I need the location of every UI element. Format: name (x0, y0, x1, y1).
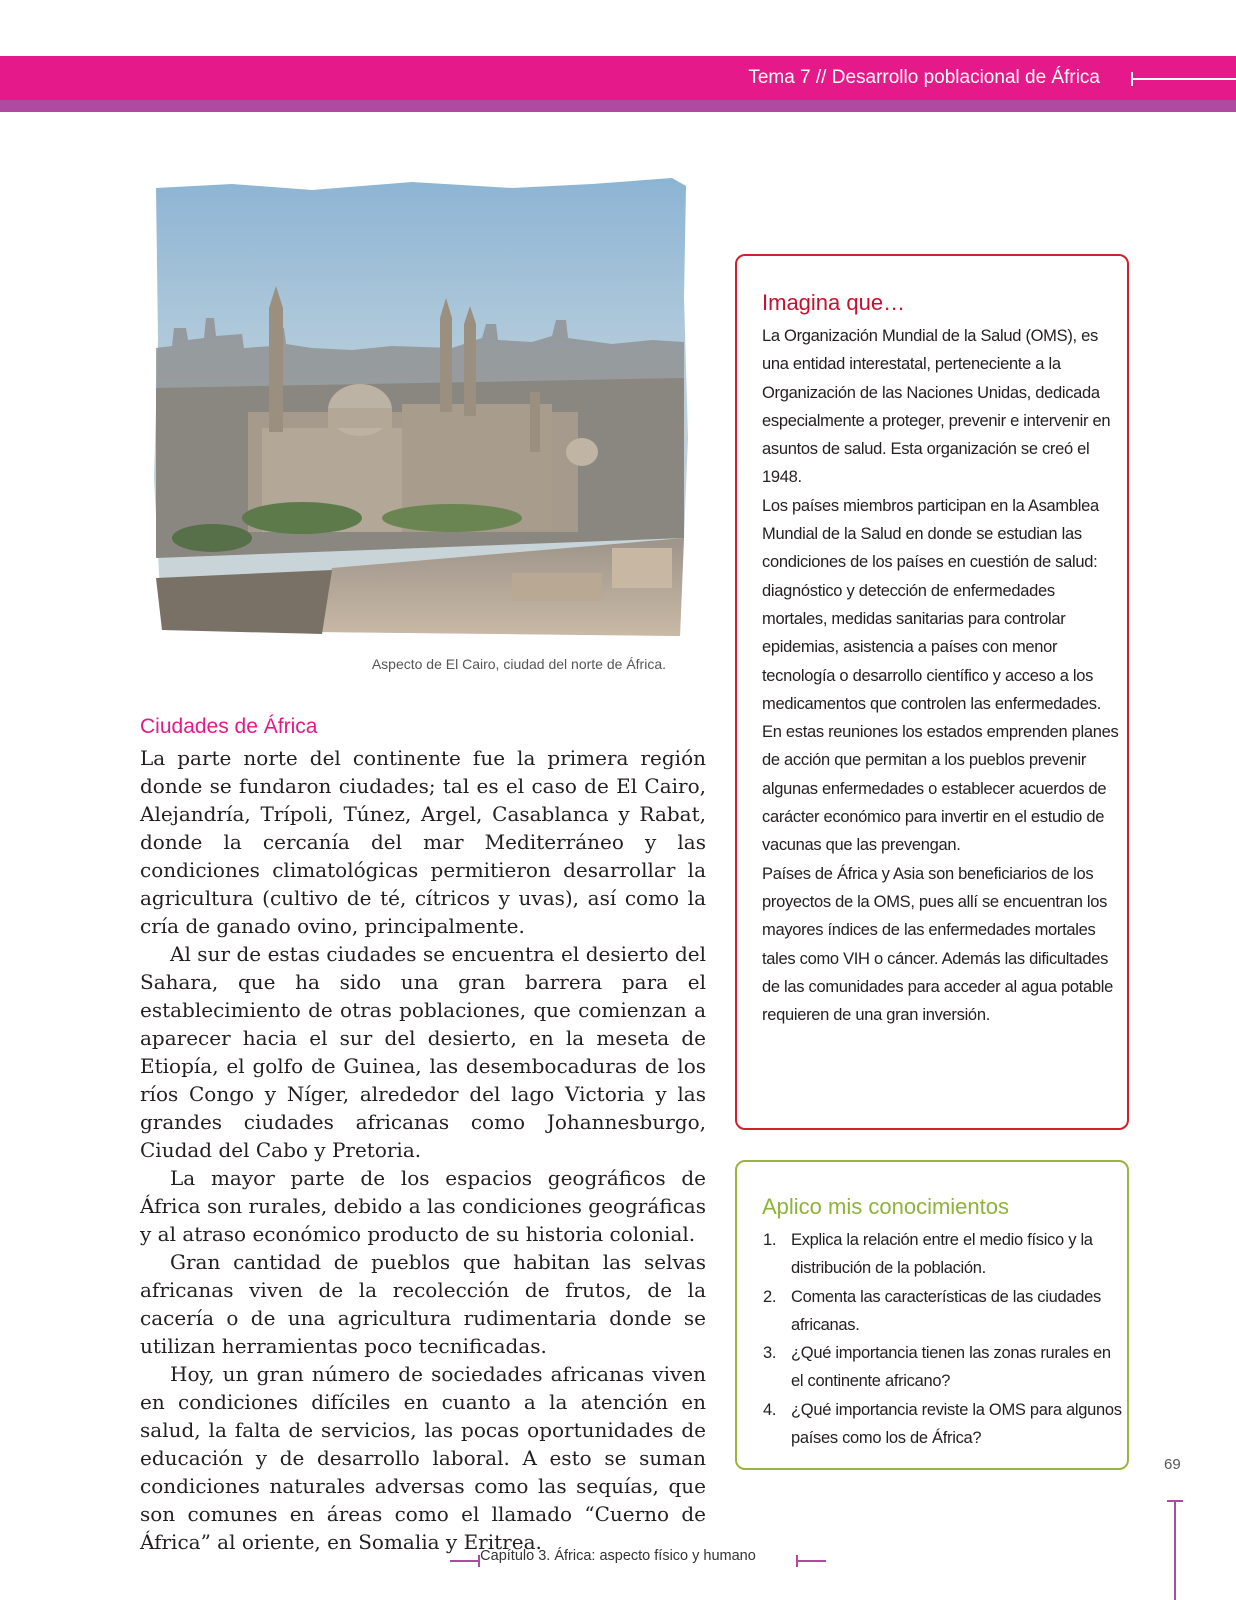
header-underband (0, 100, 1236, 112)
photo-caption: Aspecto de El Cairo, ciudad del norte de África. (371, 656, 666, 672)
imagina-paragraph: Los países miembros participan en la Asamblea Mundial de la Salud en donde se estudian las condiciones de los países en cuestión de salud: diagnóstico y detección de enfermedades mortales, medidas sanitarias para controlar epidemias, asistencia a países con menor tecnología o desarrollo científico y acceso a los medicamentos que controlen las enfermedades. (762, 496, 1102, 713)
list-item (762, 1226, 1122, 1283)
section-title: Ciudades de África (140, 715, 318, 738)
list-item-text: ¿Qué importancia tienen las zonas rurales en el continente africano? (791, 1344, 1111, 1391)
body-paragraph: La parte norte del continente fue la primera región donde se fundaron ciudades; tal es el caso de El Cairo, Alejandría, Trípoli, Túnez, Argel, Casablanca y Rabat, donde la cercanía del mar Mediterráneo y las condiciones climatológicas permitieron desarrollar la agricultura (cultivo de té, cítricos y uvas), así como la cría de ganado ovino, principalmente. (140, 746, 706, 938)
imagina-paragraph: Países de África y Asia son beneficiarios de los proyectos de la OMS, pues allí se encuentran los mayores índices de las enfermedades mortales tales como VIH o cáncer. Además las dificultades de las comunidades para acceder al agua potable requieren de una gran inversión. (762, 864, 1113, 1025)
list-item-number: 4. (763, 1400, 777, 1419)
body-paragraph: Al sur de estas ciudades se encuentra el desierto del Sahara, que ha sido una gran barrera para el establecimiento de otras poblaciones, que comienzan a aparecer hacia el sur del desierto, en la meseta de Etiopía, el golfo de Guinea, las desembocaduras de los ríos Congo y Níger, alrededor del lago Victoria y las grandes ciudades africanas como Johannesburgo, Ciudad del Cabo y Pretoria. (140, 942, 706, 1162)
list-item-text: Explica la relación entre el medio físico y la distribución de la población. (791, 1231, 1093, 1278)
cairo-photo (152, 178, 692, 636)
imagina-paragraph: La Organización Mundial de la Salud (OMS), es una entidad interestatal, perteneciente a la Organización de las Naciones Unidas, dedicada especialmente a proteger, prevenir e intervenir en asuntos de salud. Esta organización se creó el 1948. (762, 327, 1111, 487)
footer-chapter: Capítulo 3. África: aspecto físico y humano (480, 1548, 756, 1564)
imagina-title: Imagina que… (762, 290, 906, 315)
body-paragraph: Gran cantidad de pueblos que habitan las selvas africanas viven de la recolección de frutos, de la cacería o de una agricultura rudimentaria donde se utilizan herramientas poco tecnificadas. (140, 1250, 706, 1358)
list-item (762, 1339, 1122, 1396)
list-item-number: 3. (763, 1344, 777, 1363)
body-paragraph: Hoy, un gran número de sociedades africanas viven en condiciones difíciles en cuanto a la atención en salud, la falta de servicios, las pocas oportunidades de educación y de desarrollo laboral. A esto se suman condiciones naturales adversas como las sequías, que son comunes en áreas como el llamado “Cuerno de África” al oriente, en Somalia y Eritrea. (140, 1362, 706, 1554)
footer-rule-right (796, 1560, 826, 1562)
aplico-title: Aplico mis conocimientos (762, 1194, 1009, 1219)
list-item-text: Comenta las características de las ciudades africanas. (791, 1287, 1101, 1334)
list-item-number: 1. (763, 1231, 777, 1249)
body-paragraph: La mayor parte de los espacios geográficos de África son rurales, debido a las condiciones geográficas y al atraso económico producto de su historia colonial. (140, 1166, 706, 1246)
imagina-body (762, 322, 1122, 1029)
aplico-list (762, 1226, 1122, 1452)
list-item (762, 1283, 1122, 1340)
list-item-text: ¿Qué importancia reviste la OMS para algunos países como los de África? (791, 1400, 1122, 1448)
list-item (762, 1396, 1122, 1453)
imagina-paragraph: En estas reuniones los estados emprenden planes de acción que permitan a los pueblos prevenir algunas enfermedades o establecer acuerdos de carácter económico para invertir en el estudio de vacunas que las prevengan. (762, 723, 1119, 855)
header-rule (1132, 78, 1236, 80)
list-item-number: 2. (763, 1287, 777, 1306)
section-body (140, 744, 706, 1556)
page-number: 69 (1164, 1456, 1181, 1473)
header-title: Tema 7 // Desarrollo poblacional de África (748, 67, 1100, 88)
